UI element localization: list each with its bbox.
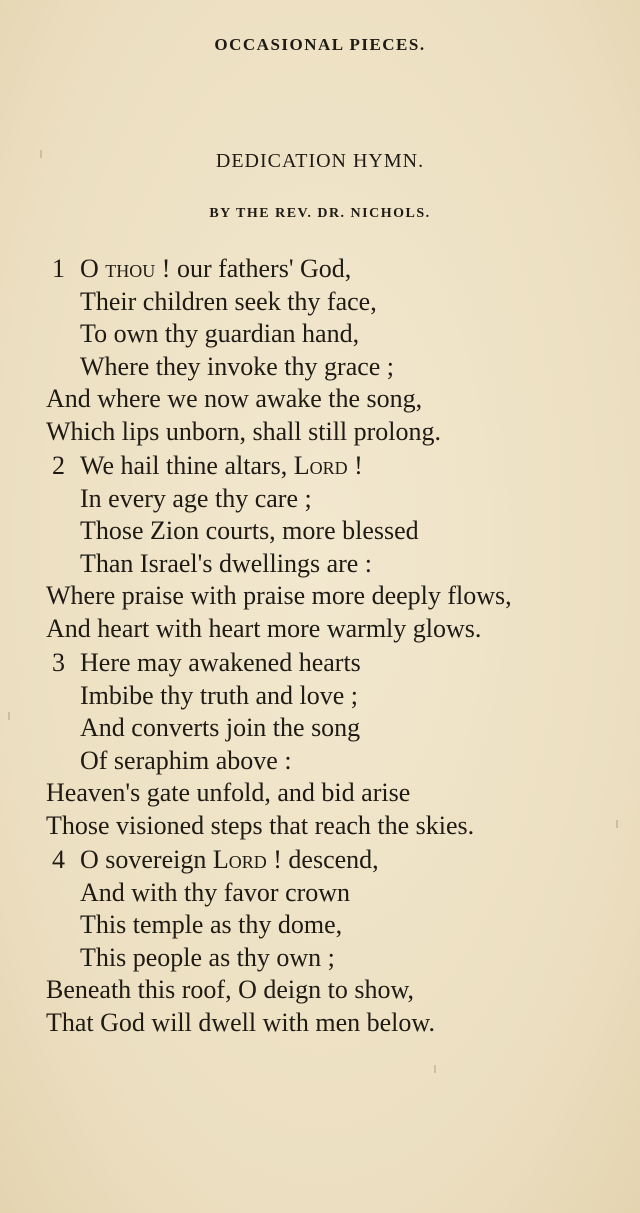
stanza-1 xyxy=(46,253,626,448)
verse-line: Where praise with praise more deeply flows, xyxy=(46,581,512,610)
line-text-pre: We hail thine altars, xyxy=(80,451,294,480)
line-text-pre: Here may awakened hearts xyxy=(80,648,361,677)
line-text-post: ! our fathers' God, xyxy=(155,254,352,283)
verse-line: Those Zion courts, more blessed xyxy=(80,516,419,545)
line-text-smallcaps: thou xyxy=(105,254,156,283)
stanza-number: 2 xyxy=(52,451,65,480)
line-text-post: ! descend, xyxy=(266,845,379,874)
verse-line: That God will dwell with men below. xyxy=(46,1007,435,1037)
line-text-pre: O xyxy=(80,254,106,283)
stanza-2 xyxy=(46,450,626,645)
verse-line: Of seraphim above : xyxy=(80,745,292,775)
line-text-smallcaps: Lord xyxy=(212,845,267,874)
stanza-first-line xyxy=(46,844,626,877)
verse-line: And converts join the song xyxy=(80,713,361,742)
paper-speck xyxy=(40,150,42,158)
verse-line: This people as thy own ; xyxy=(80,942,335,972)
verse-line: Imbibe thy truth and love ; xyxy=(80,680,359,710)
paper-speck xyxy=(8,712,10,720)
verse-line: And where we now awake the song, xyxy=(46,384,423,413)
paper-speck xyxy=(434,1065,436,1073)
line-text-post: ! xyxy=(347,451,363,480)
verse-line: Heaven's gate unfold, and bid arise xyxy=(46,778,411,807)
verse-line: Than Israel's dwellings are : xyxy=(80,548,373,578)
paper-speck xyxy=(616,820,618,828)
verse-line: Beneath this roof, O deign to show, xyxy=(46,975,415,1004)
line-text-pre: O sovereign xyxy=(80,845,213,874)
verse-line: Their children seek thy face, xyxy=(80,286,377,316)
running-head: OCCASIONAL PIECES. xyxy=(214,35,426,54)
verse-line: To own thy guardian hand, xyxy=(80,319,360,348)
verse-line: And heart with heart more warmly glows. xyxy=(46,613,482,643)
stanza-first-line xyxy=(46,647,626,680)
verse-line: In every age thy care ; xyxy=(80,483,312,513)
hymn-byline: BY THE REV. DR. NICHOLS. xyxy=(209,206,431,221)
verse-line: This temple as thy dome, xyxy=(80,910,343,939)
verse-line: Those visioned steps that reach the skies. xyxy=(46,810,475,840)
stanza-4 xyxy=(46,844,626,1039)
stanza-number: 3 xyxy=(52,648,65,677)
stanza-first-line xyxy=(46,253,626,286)
stanza-3 xyxy=(46,647,626,842)
stanza-number: 4 xyxy=(52,845,65,874)
verse-line: Which lips unborn, shall still prolong. xyxy=(46,416,442,446)
verse-line: Where they invoke thy grace ; xyxy=(80,351,395,381)
stanza-first-line xyxy=(46,450,626,483)
line-text-smallcaps: Lord xyxy=(293,451,348,480)
stanza-number: 1 xyxy=(52,254,65,283)
verse-line: And with thy favor crown xyxy=(80,877,351,907)
hymn-title: DEDICATION HYMN. xyxy=(215,150,425,172)
